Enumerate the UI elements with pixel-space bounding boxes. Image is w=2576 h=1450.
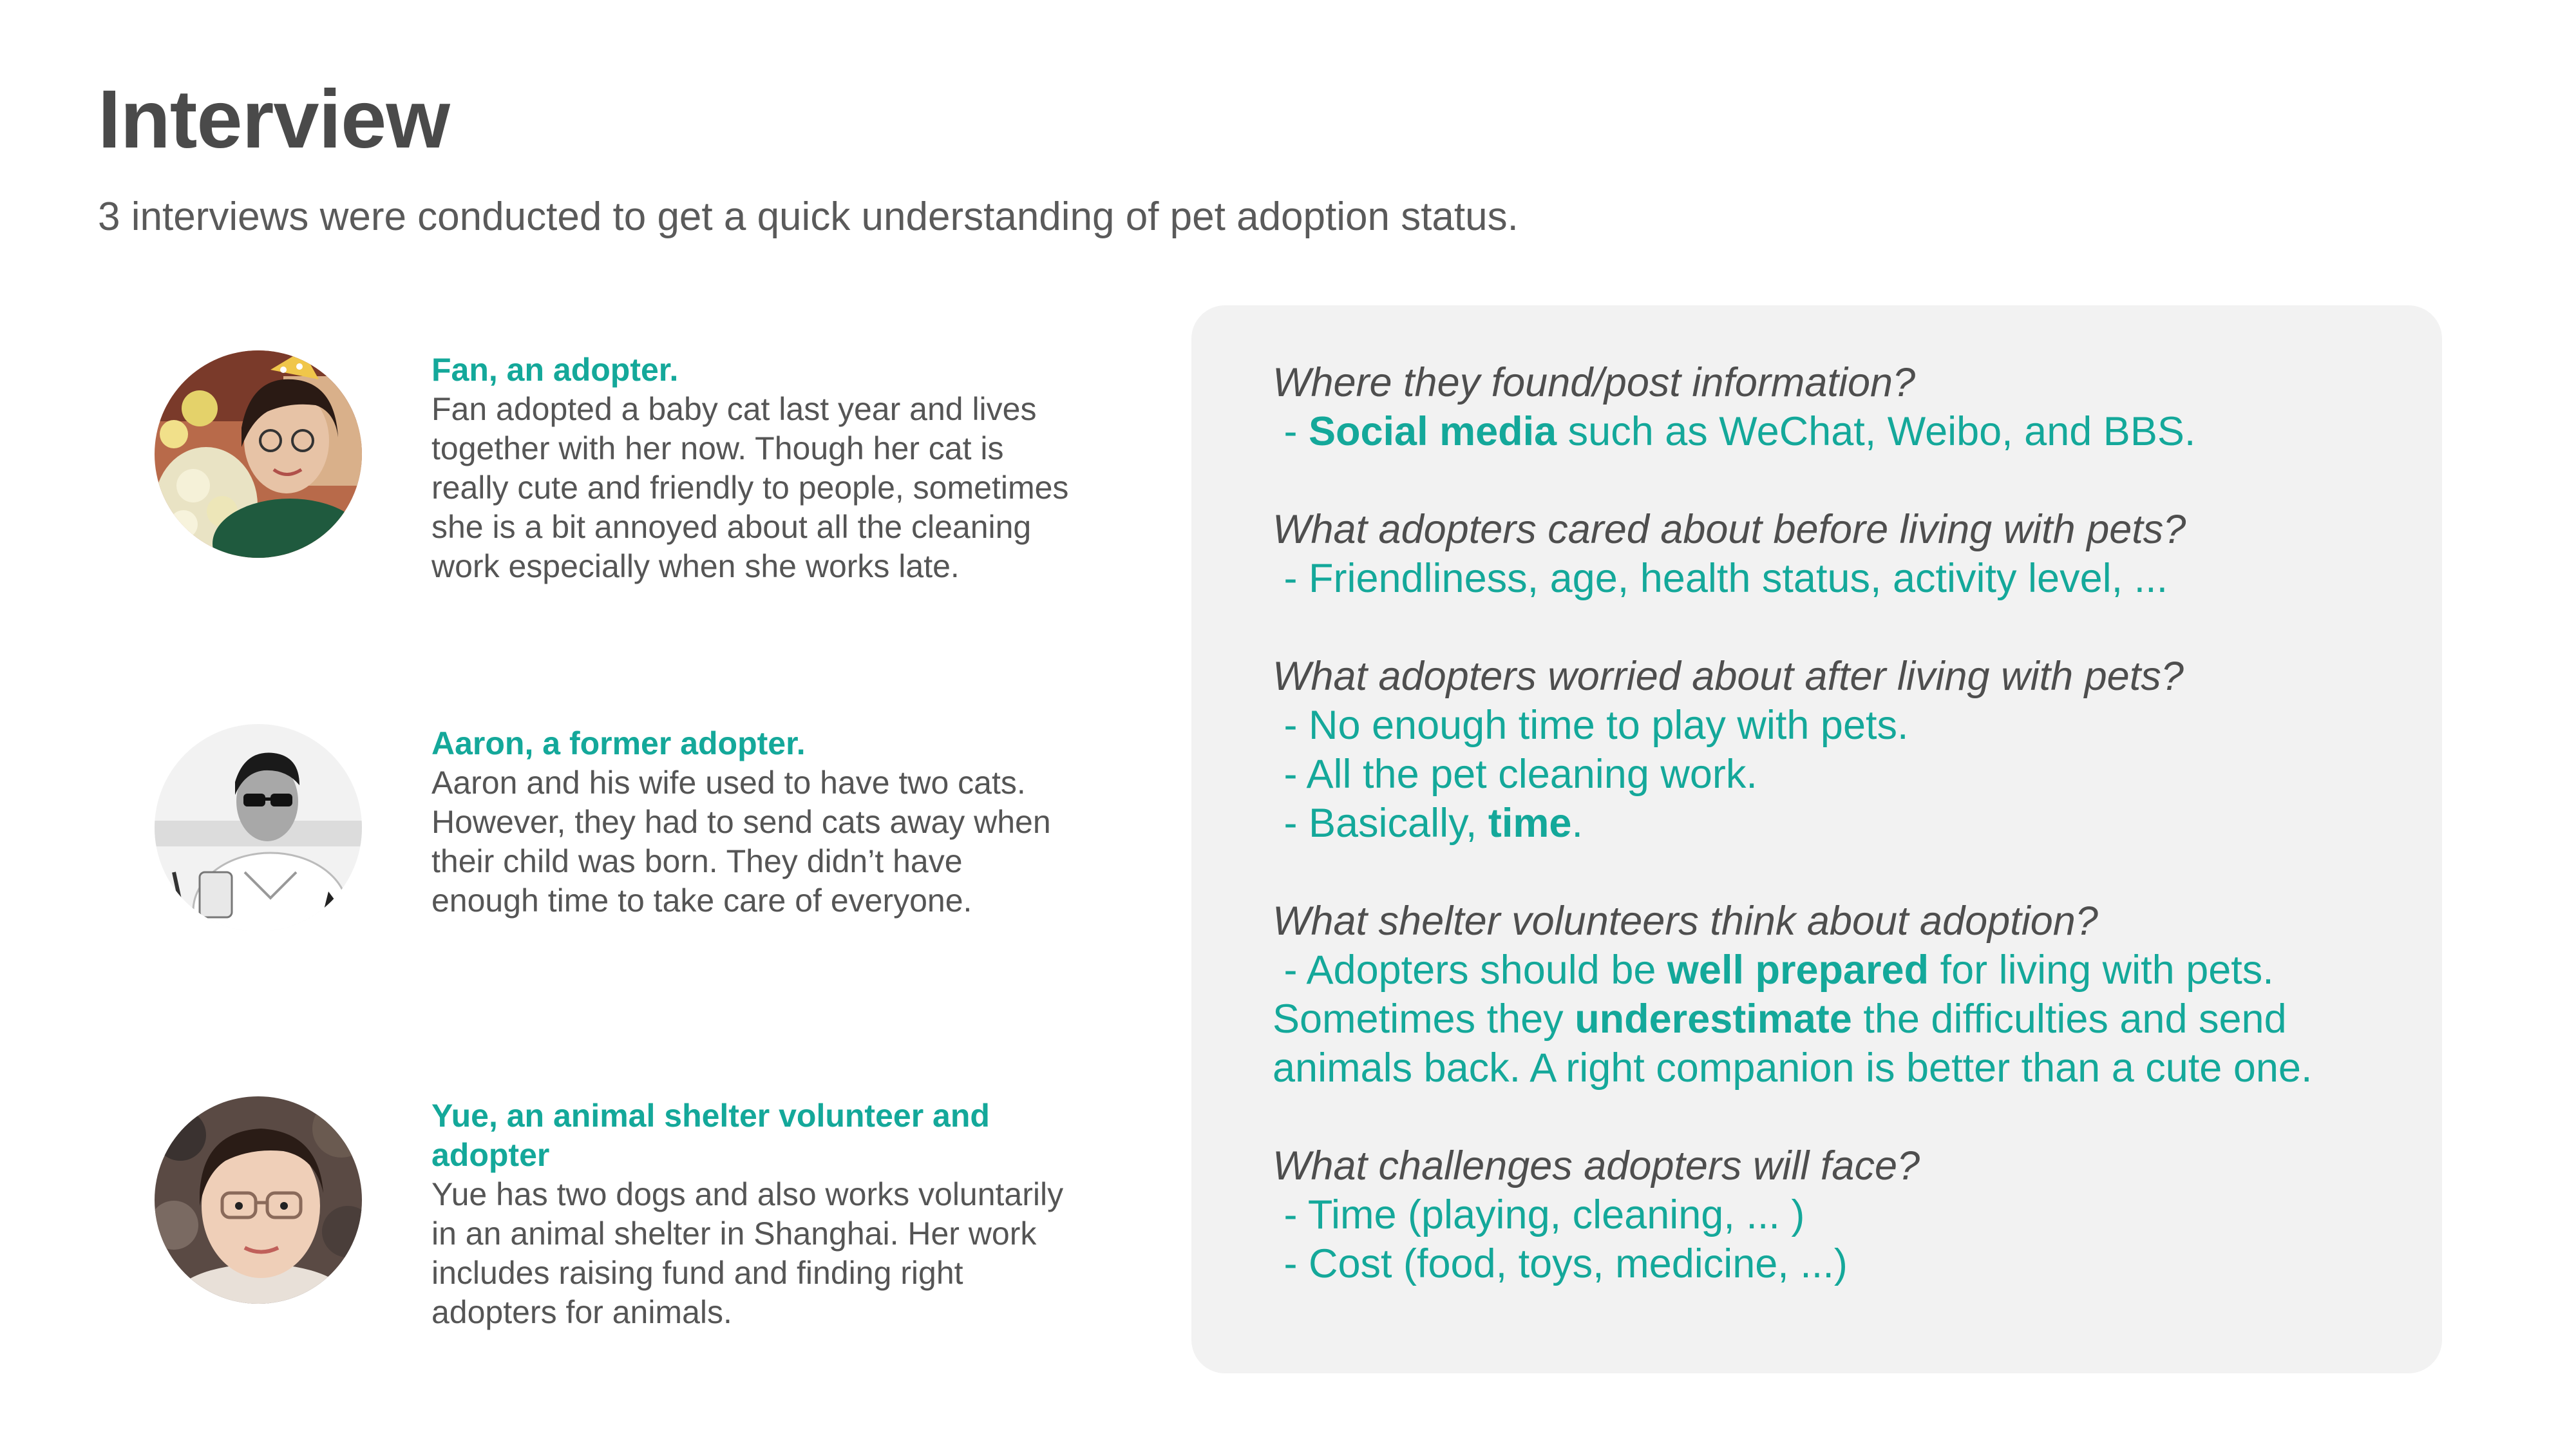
interviewee-name: Aaron, a former adopter. — [431, 725, 806, 761]
portrait-photo-fan — [155, 350, 362, 558]
finding-question: Where they found/post information? — [1273, 360, 1916, 405]
finding-question: What adopters cared about before living with pets? — [1273, 507, 2186, 552]
portrait-photo-yue — [155, 1096, 362, 1304]
finding-question: What challenges adopters will face? — [1273, 1143, 1920, 1188]
finding-answer: - Time (playing, cleaning, ... ) — [1273, 1192, 1805, 1237]
finding-question: What adopters worried about after living with pets? — [1273, 654, 2184, 699]
findings-list — [1273, 358, 2419, 1288]
finding-answer: - Cost (food, toys, medicine, ...) — [1273, 1241, 1848, 1286]
interviewee-description: Aaron and his wife used to have two cats. However, they had to send cats away when their child was born. They didn’t have enough time to take care of everyone. — [431, 765, 1051, 919]
finding-answer: - Friendliness, age, health status, activity level, ... — [1273, 556, 2168, 601]
finding-question: What shelter volunteers think about adoption? — [1273, 899, 2098, 944]
avatar — [155, 350, 362, 558]
avatar — [155, 1096, 362, 1304]
interviewee-description: Fan adopted a baby cat last year and lives together with her now. Though her cat is really cute and friendly to people, sometimes she is a bit annoyed about all the cleaning work especially when she works late. — [431, 391, 1069, 584]
page-title: Interview — [98, 73, 450, 166]
finding-answer: - Adopters should be well prepared for living with pets. Sometimes they underestimate the difficulties and send animals back. A right companion is better than a cute one. — [1273, 948, 2313, 1091]
page-subtitle: 3 interviews were conducted to get a quick understanding of pet adoption status. — [98, 195, 1519, 239]
finding-answer: - All the pet cleaning work. — [1273, 752, 1757, 797]
finding-answer: - Basically, time. — [1273, 801, 1583, 846]
portrait-photo-aaron — [155, 724, 362, 931]
interviewee-name: Yue, an animal shelter volunteer and adopter — [431, 1098, 990, 1173]
finding-answer: - Social media such as WeChat, Weibo, and BBS. — [1273, 409, 2196, 454]
avatar — [155, 724, 362, 931]
finding-answer: - No enough time to play with pets. — [1273, 703, 1909, 748]
interviewee-description: Yue has two dogs and also works voluntarily in an animal shelter in Shanghai. Her work includes raising fund and finding right adopters for animals. — [431, 1176, 1064, 1330]
findings-panel — [1191, 305, 2442, 1373]
interviewee-name: Fan, an adopter. — [431, 352, 679, 388]
